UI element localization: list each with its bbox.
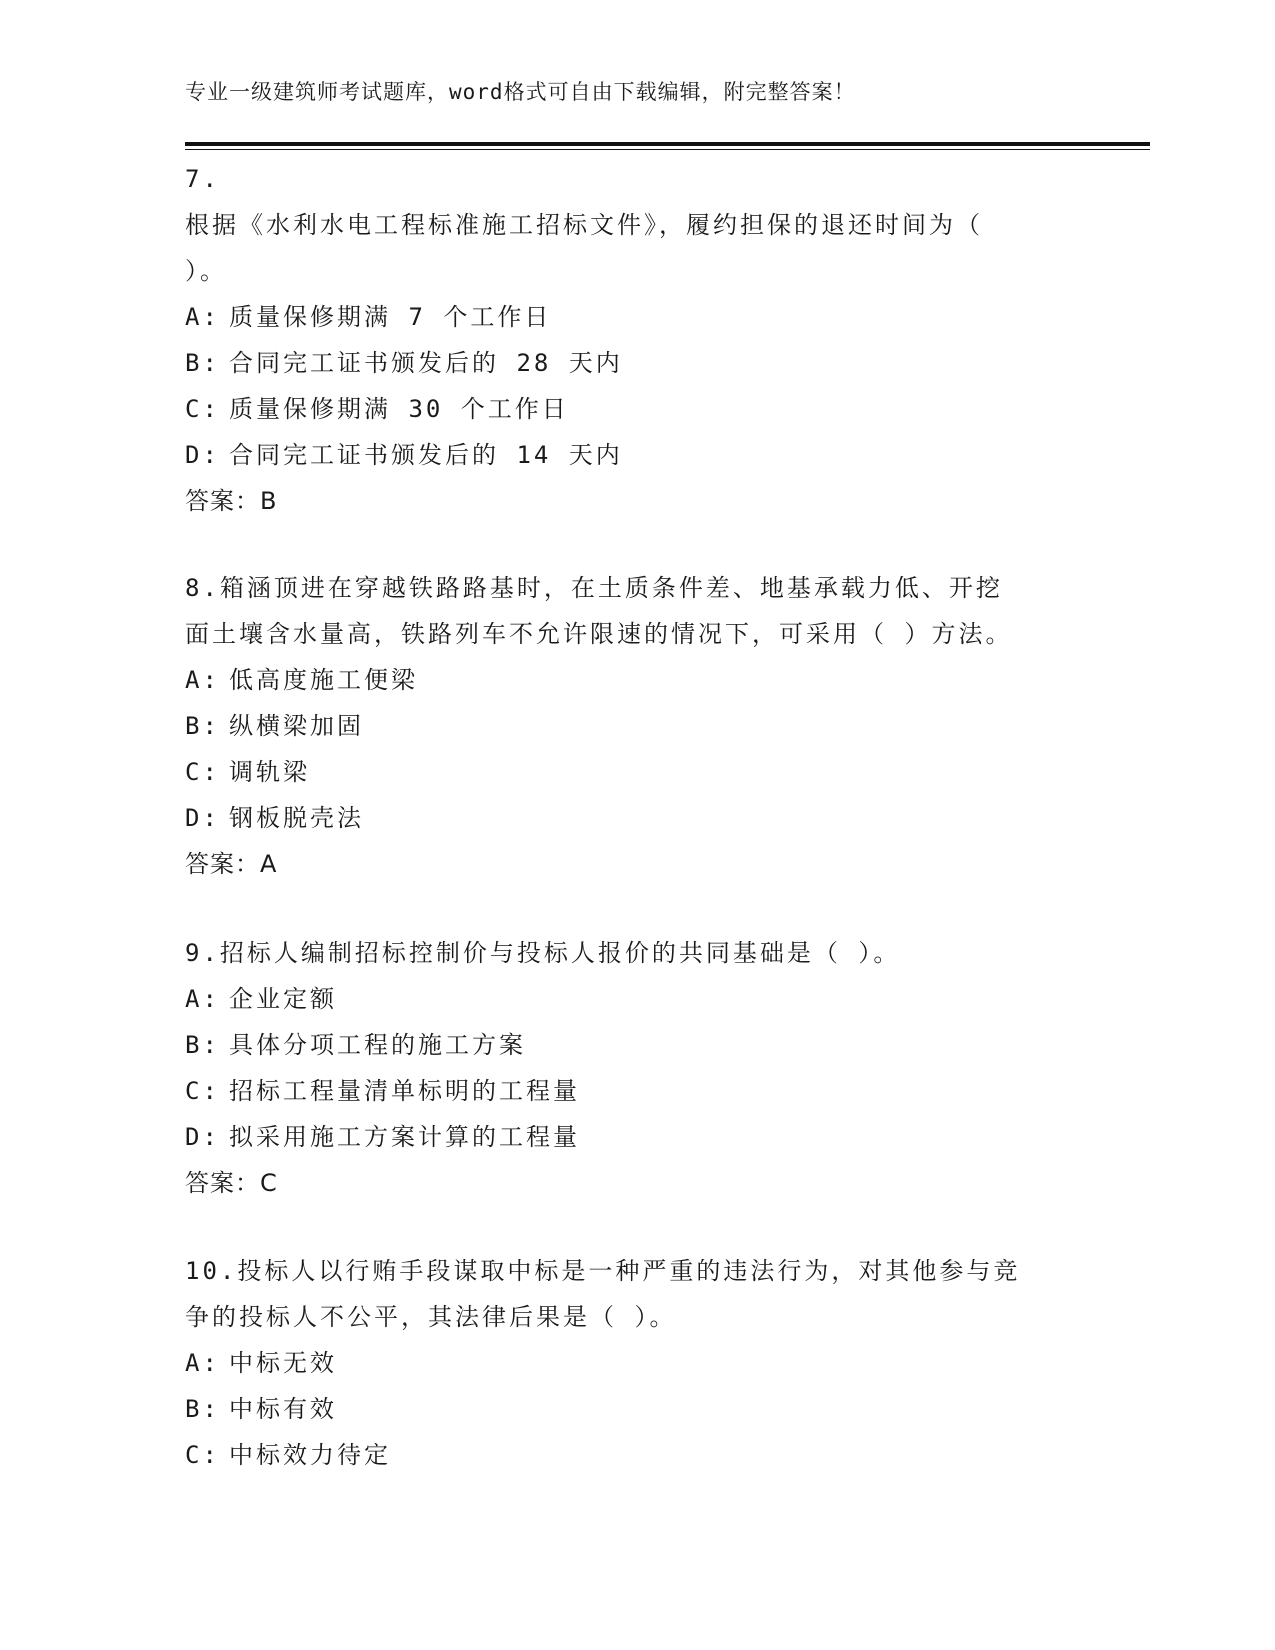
option-b: [185, 703, 1065, 749]
option-text: 钢板脱壳法: [229, 804, 364, 832]
option-text: 中标无效: [229, 1349, 337, 1377]
option-text: 中标有效: [229, 1395, 337, 1423]
question-number: 7.: [185, 165, 220, 193]
option-letter: C:: [185, 758, 220, 786]
option-c: [185, 386, 1065, 432]
option-letter: B:: [185, 1395, 220, 1423]
question-stem-line: 9.招标人编制招标控制价与投标人报价的共同基础是（ ）。: [185, 939, 901, 967]
option-letter: D:: [185, 1123, 220, 1151]
option-letter: A:: [185, 985, 220, 1013]
option-letter: B:: [185, 712, 220, 740]
option-text: 具体分项工程的施工方案: [229, 1031, 526, 1059]
question-9: [185, 930, 1065, 1206]
question-10: [185, 1248, 1065, 1478]
option-letter: A:: [185, 1349, 220, 1377]
option-text: 调轨梁: [229, 758, 310, 786]
option-b: [185, 1022, 1065, 1068]
page-header-text: 专业一级建筑师考试题库，word格式可自由下载编辑，附完整答案！: [185, 80, 856, 104]
option-text: 质量保修期满 30 个工作日: [229, 395, 569, 423]
header-divider-thick: [185, 142, 1150, 146]
option-b: [185, 1386, 1065, 1432]
question-8: [185, 565, 1065, 887]
option-c: [185, 749, 1065, 795]
option-d: [185, 1114, 1065, 1160]
option-text: 合同完工证书颁发后的 14 天内: [229, 441, 623, 469]
option-letter: A:: [185, 303, 220, 331]
option-letter: D:: [185, 804, 220, 832]
option-c: [185, 1068, 1065, 1114]
option-d: [185, 432, 1065, 478]
option-text: 招标工程量清单标明的工程量: [229, 1077, 580, 1105]
option-a: [185, 657, 1065, 703]
question-stem-line: ）。: [185, 257, 227, 285]
option-a: [185, 976, 1065, 1022]
option-text: 合同完工证书颁发后的 28 天内: [229, 349, 623, 377]
option-c: [185, 1432, 1065, 1478]
question-stem-line: 根据《水利水电工程标准施工招标文件》，履约担保的退还时间为（: [185, 211, 983, 239]
option-d: [185, 795, 1065, 841]
option-text: 质量保修期满 7 个工作日: [229, 303, 552, 331]
answer-line: 答案：A: [185, 850, 278, 878]
option-a: [185, 294, 1065, 340]
answer-line: 答案：C: [185, 1169, 278, 1197]
question-stem-line: 8.箱涵顶进在穿越铁路路基时，在土质条件差、地基承载力低、开挖: [185, 574, 1003, 602]
question-7: [185, 156, 1065, 524]
option-letter: C:: [185, 1441, 220, 1469]
option-text: 拟采用施工方案计算的工程量: [229, 1123, 580, 1151]
option-letter: C:: [185, 1077, 220, 1105]
option-letter: D:: [185, 441, 220, 469]
header-divider-thin: [185, 149, 1150, 150]
question-stem-line: 10.投标人以行贿手段谋取中标是一种严重的违法行为，对其他参与竞: [185, 1257, 1021, 1285]
option-b: [185, 340, 1065, 386]
option-letter: C:: [185, 395, 220, 423]
option-text: 企业定额: [229, 985, 337, 1013]
option-letter: B:: [185, 1031, 220, 1059]
question-stem-line: 面土壤含水量高，铁路列车不允许限速的情况下，可采用（ ）方法。: [185, 620, 1013, 648]
question-stem-line: 争的投标人不公平，其法律后果是（ ）。: [185, 1303, 677, 1331]
answer-line: 答案：B: [185, 487, 278, 515]
option-text: 中标效力待定: [229, 1441, 391, 1469]
option-letter: A:: [185, 666, 220, 694]
option-a: [185, 1340, 1065, 1386]
option-text: 纵横梁加固: [229, 712, 364, 740]
option-text: 低高度施工便梁: [229, 666, 418, 694]
option-letter: B:: [185, 349, 220, 377]
